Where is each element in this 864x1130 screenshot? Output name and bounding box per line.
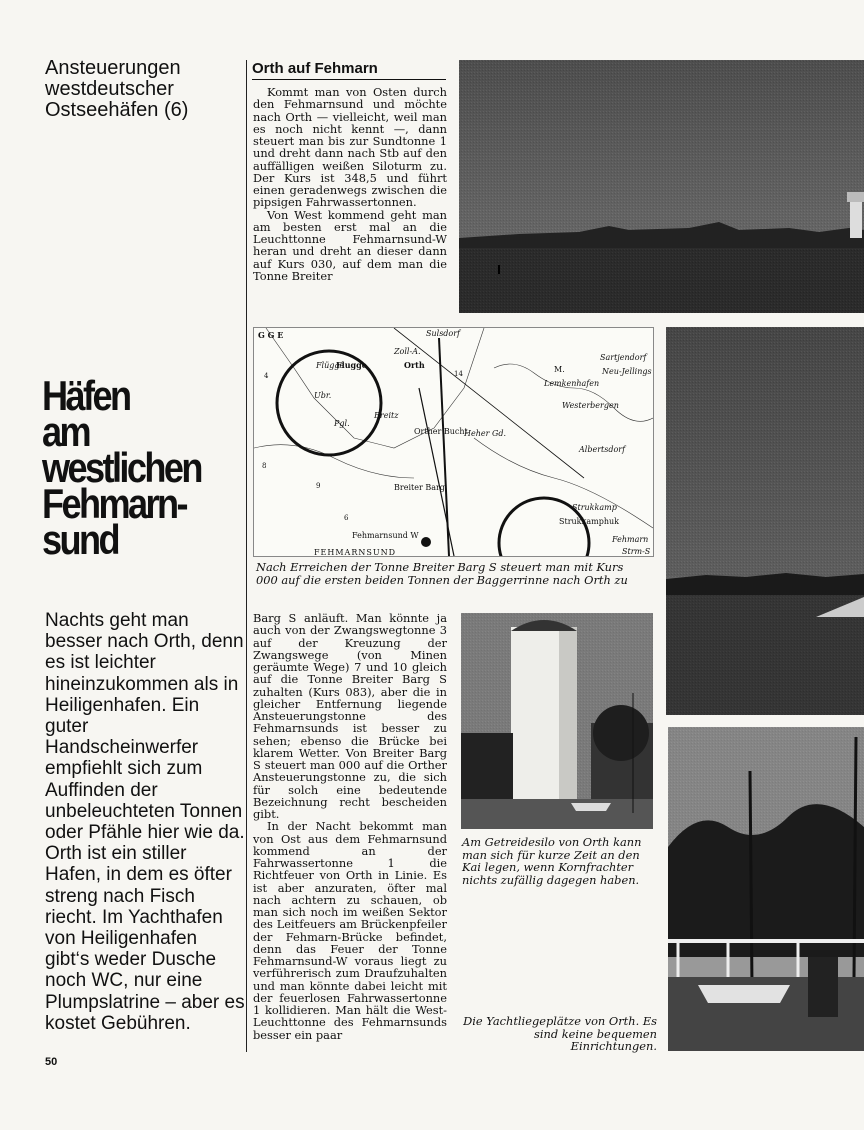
page-number: 50 [45, 1056, 58, 1068]
headline-line: Fehmarn- [42, 480, 186, 527]
map-label: Breitz [374, 411, 399, 420]
map-label: Sulsdorf [426, 329, 461, 338]
map-label: Westerbergen [562, 401, 619, 410]
map-label: Flugge [336, 360, 367, 370]
map-label: Flügge [316, 361, 345, 370]
map-label: Breiter Barg [394, 483, 445, 492]
depth-number: 14 [454, 370, 463, 378]
map-label: G G E [258, 330, 284, 340]
paragraph: Barg S anläuft. Man könnte ja auch von der Zwangswegtonne 3 auf der Kreuzung der Zwangswege (von Minen geräumte Wege) 7 und 10 gleich auf die Tonne Breiter Barg S zuhalten (Kurs 083), aber die in gleicher Entfernung liegende Ansteuerungstonne des Fehmarnsunds ist besser zu sehen; ebenso die Brücke bei klarem Wetter. Von Breiter Barg S steuert man 000 auf die Orther Ansteuerungstonne zu, die sich für solch eine bedeutende Bezeichnung recht bescheiden gibt. [253, 611, 447, 821]
harbour-photo [666, 327, 864, 715]
teaser-text: Nachts geht man besser nach Orth, denn es ist leichter hineinzukommen als in Heiligenhafen. Ein guter Handscheinwerfer empfiehlt sich zum Auffinden der unbeleuchteten Tonnen oder Pfähle hier wie da. Orth ist ein stiller Hafen, in dem es öfter streng nach Fisch riecht. Im Yachthafen von Heiligenhafen gibt‘s weder Dusche noch WC, nur eine Plumpslatrine – aber es kostet Gebühren. [45, 610, 245, 1034]
grain-silo-photo [461, 613, 653, 829]
map-label: Fehmarn [612, 535, 649, 544]
map-label: Strukkamphuk [559, 517, 619, 526]
map-label: Strukkamp [572, 503, 617, 512]
map-label: Neu-Jellings [602, 367, 652, 376]
map-label: Sartjendorf [600, 353, 647, 362]
paragraph: In der Nacht bekommt man von Ost aus dem Fehmarnsund kommend an der Fahrwassertonne 1 die Richtfeuer von Orth in Linie. Es ist aber anzuraten, öfter mal nach achtern zu schauen, ob man sich noch im weißen Sektor des Leitfeuers am Brückenpfeiler der Fehmarn-Brücke befindet, denn das Feuer der Tonne Fehmarnsund-W voraus liegt zu verführerisch zum Draufzuhalten und man könnte dabei leicht mit der feuerlosen Fahrwassertonne 1 kollidieren. Man hält die West-Leuchttonne des Fehmarnsunds besser ein paar [253, 819, 447, 1042]
paragraph: Von West kommend geht man am besten erst mal an die Leuchttonne Fehmarnsund-W heran und dreht an dieser dann auf Kurs 030, auf dem man die Tonne Breiter [253, 207, 447, 283]
paragraph: Kommt man von Osten durch den Fehmarnsund und möchte nach Orth — vielleicht, weil man es noch nicht kennt —, dann steuert man bis zur Sundtonne 1 und dreht dann nach Stb auf den auffälligen weißen Siloturm zu. Der Kurs ist 348,5 und führt einen geradenwegs zwischen die pipsigen Fahrwassertonnen. [253, 85, 447, 210]
column-divider [246, 60, 247, 1052]
map-label: M. [554, 365, 565, 374]
article-column-2 [253, 612, 447, 1041]
map-label: Zoll-A. [394, 347, 421, 356]
map-label: Albertsdorf [579, 445, 626, 454]
map-caption: Nach Erreichen der Tonne Breiter Barg S steuert man mit Kurs 000 auf die ersten beiden Tonnen der Baggerrinne nach Orth zu [256, 560, 628, 587]
series-title: Ansteuerungen westdeutscher Ostseehäfen (6) [45, 57, 189, 121]
headline-line: westlichen [42, 444, 201, 491]
depth-number: 9 [316, 482, 321, 490]
depth-number: 6 [344, 514, 349, 522]
coastline-photo [459, 60, 864, 313]
article-column-1 [253, 86, 447, 282]
yacht-caption: Die Yachtliegeplätze von Orth. Es sind keine bequemen Einrichtungen. [463, 1014, 657, 1054]
nautical-chart [253, 327, 654, 557]
map-label: Strm-S [622, 547, 651, 556]
headline-line: Häfen [42, 372, 130, 419]
map-label: Orth [404, 360, 425, 370]
article-title: Orth auf Fehmarn [252, 60, 446, 80]
headline [42, 372, 214, 563]
headline-line: am [42, 408, 90, 455]
yacht-berths-photo [668, 727, 864, 1051]
map-label: Heher Gd. [464, 429, 507, 438]
map-label: FEHMARNSUND [314, 548, 396, 556]
headline-line: sund [42, 516, 118, 563]
map-label: Ubr. [314, 391, 332, 400]
depth-number: 4 [264, 372, 269, 380]
depth-number: 8 [262, 462, 267, 470]
map-label: Fehmarnsund W [352, 531, 419, 540]
map-label: Orther Bucht [414, 427, 468, 436]
map-label: Lemkenhafen [544, 379, 600, 388]
silo-caption: Am Getreidesilo von Orth kann man sich für kurze Zeit an den Kai legen, wenn Kornfrachter nichts zufällig dagegen haben. [462, 835, 642, 887]
map-label: Pgl. [334, 419, 350, 428]
